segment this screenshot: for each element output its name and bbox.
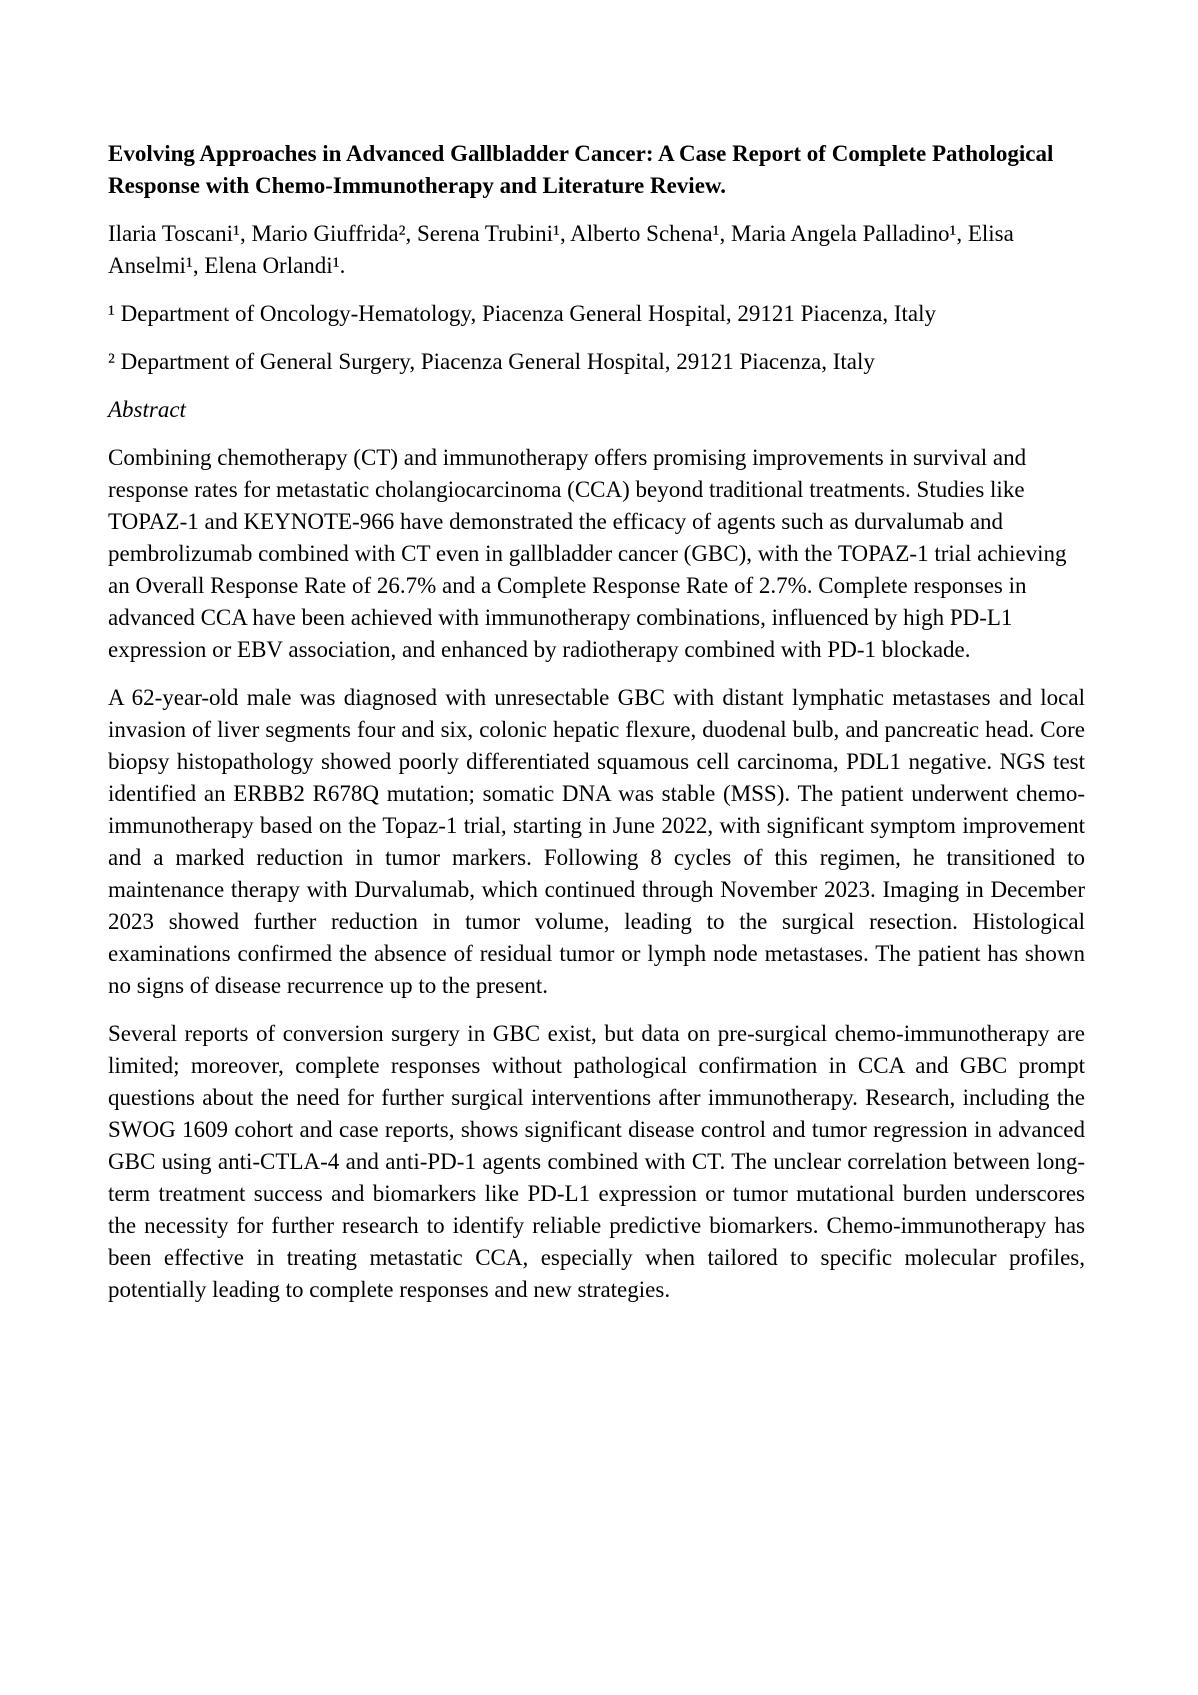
- affiliation-oncology-hematology: ¹ Department of Oncology-Hematology, Piacenza General Hospital, 29121 Piacenza, Italy: [108, 301, 937, 326]
- author-list: Ilaria Toscani¹, Mario Giuffrida², Serena Trubini¹, Alberto Schena¹, Maria Angela Palladino¹, Elisa Anselmi¹, Elena Orlandi¹.: [108, 221, 1014, 278]
- abstract-heading: Abstract: [108, 397, 186, 422]
- abstract-paragraph-1: Combining chemotherapy (CT) and immunotherapy offers promising improvements in survival and response rates for metastatic cholangiocarcinoma (CCA) beyond traditional treatments. Studies like TOPAZ-1 and KEYNOTE-966 have demonstrated the efficacy of agents such as durvalumab and pembrolizumab combined with CT even in gallbladder cancer (GBC), with the TOPAZ-1 trial achieving an Overall Response Rate of 26.7% and a Complete Response Rate of 2.7%. Complete responses in advanced CCA have been achieved with immunotherapy combinations, influenced by high PD-L1 expression or EBV association, and enhanced by radiotherapy combined with PD-1 blockade.: [108, 445, 1067, 662]
- affiliation-general-surgery: ² Department of General Surgery, Piacenza General Hospital, 29121 Piacenza, Italy: [108, 349, 875, 374]
- paper-title: Evolving Approaches in Advanced Gallbladder Cancer: A Case Report of Complete Pathological Response with Chemo-Immunotherapy and Literature Review.: [108, 141, 1054, 198]
- abstract-paragraph-3: Several reports of conversion surgery in GBC exist, but data on pre-surgical chemo-immunotherapy are limited; moreover, complete responses without pathological confirmation in CCA and GBC prompt questions about the need for further surgical interventions after immunotherapy. Research, including the SWOG 1609 cohort and case reports, shows significant disease control and tumor regression in advanced GBC using anti-CTLA-4 and anti-PD-1 agents combined with CT. The unclear correlation between long-term treatment success and biomarkers like PD-L1 expression or tumor mutational burden underscores the necessity for further research to identify reliable predictive biomarkers. Chemo-immunotherapy has been effective in treating metastatic CCA, especially when tailored to specific molecular profiles, potentially leading to complete responses and new strategies.: [108, 1021, 1085, 1302]
- abstract-paragraph-2: A 62-year-old male was diagnosed with unresectable GBC with distant lymphatic metastases and local invasion of liver segments four and six, colonic hepatic flexure, duodenal bulb, and pancreatic head. Core biopsy histopathology showed poorly differentiated squamous cell carcinoma, PDL1 negative. NGS test identified an ERBB2 R678Q mutation; somatic DNA was stable (MSS). The patient underwent chemo-immunotherapy based on the Topaz-1 trial, starting in June 2022, with significant symptom improvement and a marked reduction in tumor markers. Following 8 cycles of this regimen, he transitioned to maintenance therapy with Durvalumab, which continued through November 2023. Imaging in December 2023 showed further reduction in tumor volume, leading to the surgical resection. Histological examinations confirmed the absence of residual tumor or lymph node metastases. The patient has shown no signs of disease recurrence up to the present.: [108, 685, 1085, 998]
